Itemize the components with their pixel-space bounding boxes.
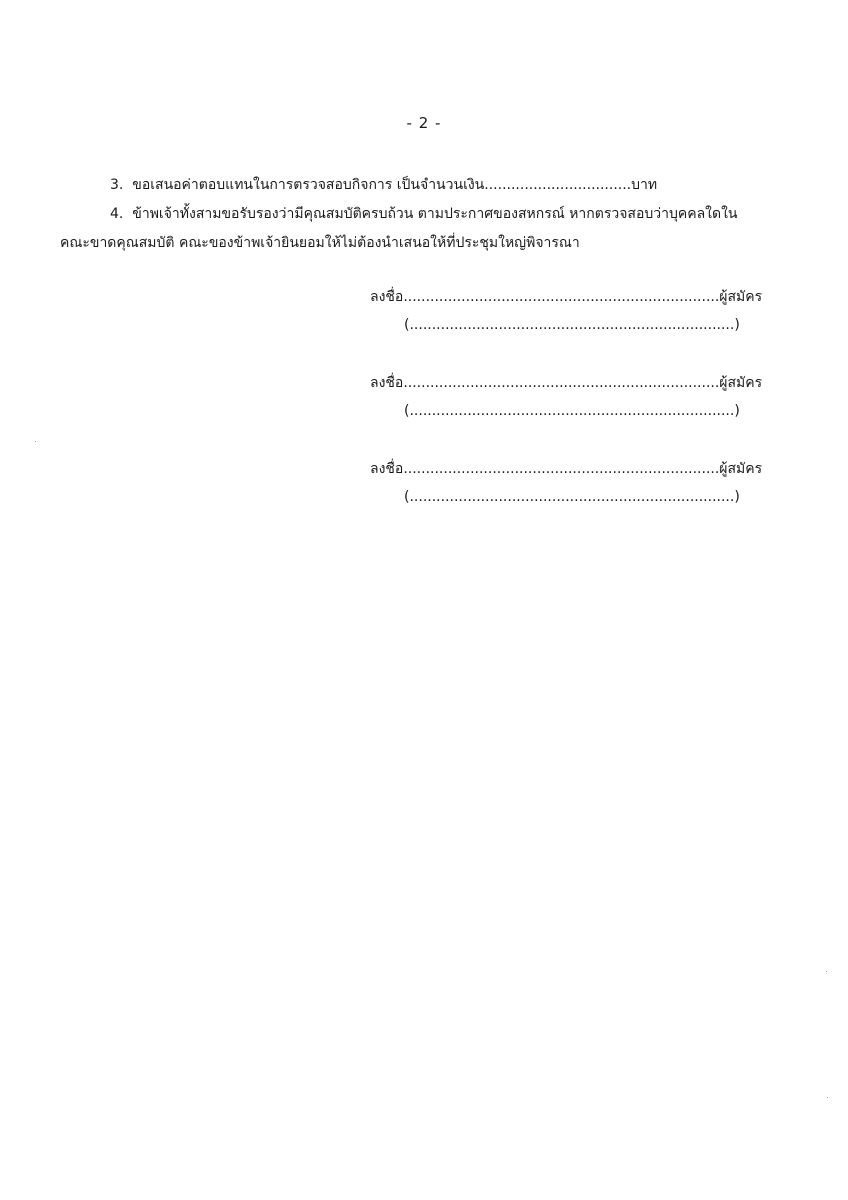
item-3	[110, 170, 657, 201]
item-4-text-line-1: ข้าพเจ้าทั้งสามขอรับรองว่ามีคุณสมบัติครบถ้วน ตามประกาศของสหกรณ์ หากตรวจสอบว่าบุคคลใดใน	[132, 206, 738, 222]
signature-name-line: (.........................................................................)	[404, 489, 740, 505]
item-3-number: 3.	[110, 177, 124, 193]
item-4-line-2	[60, 228, 580, 259]
signature-label: ลงชื่อ	[370, 461, 404, 477]
scan-speck	[827, 1097, 828, 1098]
page-number: - 2 -	[406, 114, 442, 132]
signature-role: ผู้สมัคร	[719, 461, 763, 477]
signature-line	[370, 286, 763, 308]
scan-speck	[35, 441, 36, 442]
signature-role: ผู้สมัคร	[719, 289, 763, 305]
item-4-line-1	[110, 199, 738, 230]
item-3-amount-blank: .................................	[484, 177, 632, 193]
signature-dots: .......................................................................	[403, 375, 720, 391]
signature-dots: .......................................................................	[403, 461, 720, 477]
signature-name-line: (.........................................................................)	[404, 317, 740, 333]
item-4-text-line-2: คณะขาดคุณสมบัติ คณะของข้าพเจ้ายินยอมให้ไม่ต้องนำเสนอให้ที่ประชุมใหญ่พิจารณา	[60, 235, 580, 251]
signature-label: ลงชื่อ	[370, 375, 404, 391]
signature-dots: .......................................................................	[403, 289, 720, 305]
item-4-number: 4.	[110, 206, 124, 222]
signature-line	[370, 458, 763, 480]
signature-block-2	[370, 372, 763, 419]
signature-block-1	[370, 286, 763, 333]
signature-line	[370, 372, 763, 394]
item-3-text: ขอเสนอค่าตอบแทนในการตรวจสอบกิจการ เป็นจำนวนเงิน	[132, 177, 485, 193]
signature-label: ลงชื่อ	[370, 289, 404, 305]
signature-role: ผู้สมัคร	[719, 375, 763, 391]
item-3-unit: บาท	[631, 177, 658, 193]
signature-name-line: (.........................................................................)	[404, 403, 740, 419]
signature-block-3	[370, 458, 763, 505]
scan-speck	[826, 971, 827, 972]
